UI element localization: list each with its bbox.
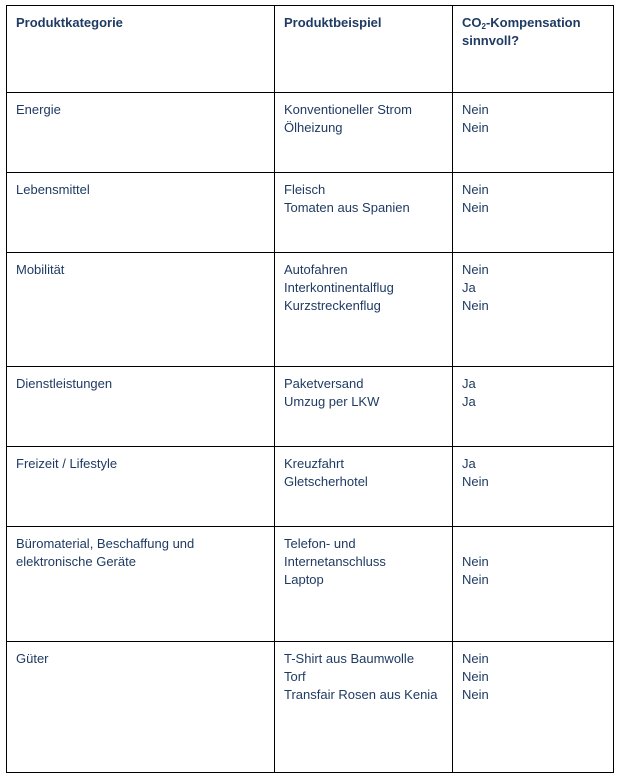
category-cell: Mobilität [7,253,275,367]
category-cell: Freizeit / Lifestyle [7,447,275,527]
example-cell: Kreuzfahrt Gletscherhotel [275,447,453,527]
header-category: Produktkategorie [7,6,275,93]
category-cell: Dienstleistungen [7,367,275,447]
category-cell: Güter [7,642,275,773]
answer-cell: Nein Nein [453,173,614,253]
example-cell: Fleisch Tomaten aus Spanien [275,173,453,253]
category-cell: Energie [7,93,275,173]
example-cell: T-Shirt aus Baumwolle Torf Transfair Rosen aus Kenia [275,642,453,773]
header-compensation: $CO_2$-Kompensation sinnvoll? [453,6,614,93]
table-row [7,642,614,773]
answer-cell: Nein Nein [453,93,614,173]
header-row [7,6,614,93]
table-row [7,253,614,367]
example-cell: Autofahren Interkontinentalflug Kurzstreckenflug [275,253,453,367]
table-row [7,173,614,253]
answer-cell: Nein Nein Nein [453,642,614,773]
answer-cell: Nein Ja Nein [453,253,614,367]
table-row [7,93,614,173]
example-cell: Paketversand Umzug per LKW [275,367,453,447]
example-cell: Konventioneller Strom Ölheizung [275,93,453,173]
header-example: Produktbeispiel [275,6,453,93]
category-cell: Lebensmittel [7,173,275,253]
table-row [7,367,614,447]
category-cell: Büromaterial, Beschaffung und elektronische Geräte [7,527,275,642]
example-cell: Telefon- und Internetanschluss Laptop [275,527,453,642]
answer-cell: Ja Ja [453,367,614,447]
product-compensation-table [6,5,614,773]
table-row [7,527,614,642]
table-row [7,447,614,527]
answer-cell: Nein Nein [453,527,614,642]
answer-cell: Ja Nein [453,447,614,527]
